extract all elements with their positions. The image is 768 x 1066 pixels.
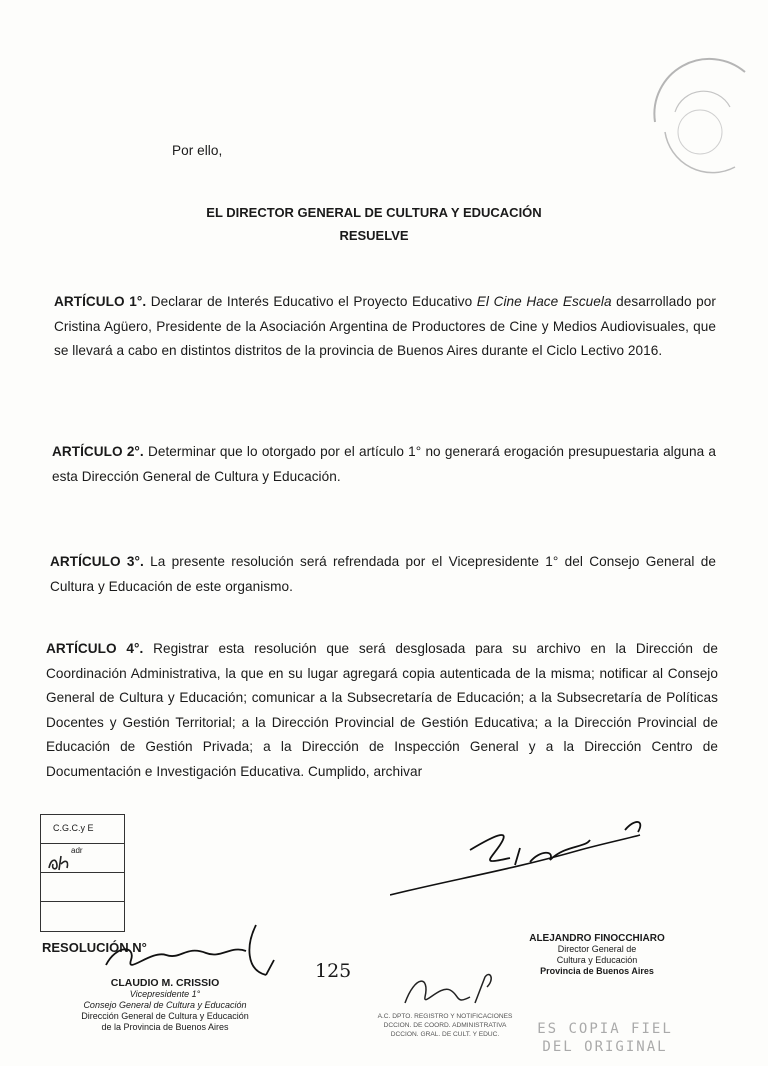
registry-stamp (360, 1012, 530, 1039)
resolution-label: RESOLUCIÓN N° (42, 940, 147, 955)
article-1 (54, 290, 716, 364)
signatory-right-body: Cultura y Educación (556, 955, 638, 965)
signatory-right-block (512, 933, 682, 977)
registry-signature-icon (395, 965, 515, 1015)
resolution-number: 125 (315, 960, 352, 982)
certified-copy-stamp (530, 1020, 680, 1056)
signatory-left-title: Vicepresidente 1° (129, 989, 201, 999)
article-3 (50, 550, 716, 599)
article-2-text: Determinar que lo otorgado por el artículo 1° no generará erogación presupuestaria alguna a esta Dirección General de Cultura y Educación. (52, 444, 716, 484)
registry-stamp-line-2: DCCION. DE COORD. ADMINISTRATIVA (383, 1022, 507, 1029)
official-seal-icon (635, 52, 755, 182)
stamp-row-1 (41, 815, 124, 844)
article-2-label: ARTÍCULO 2°. (52, 444, 144, 459)
stamp-row-2 (41, 844, 124, 873)
signatory-left-name: CLAUDIO M. CRISSIO (110, 977, 220, 989)
article-3-label: ARTÍCULO 3°. (50, 554, 144, 569)
stamp-row-2-text: adr (71, 846, 83, 855)
article-4 (46, 637, 718, 785)
article-1-text-before: Declarar de Interés Educativo el Proyecto Educativo (150, 294, 473, 309)
article-1-project-name: El Cine Hace Escuela (476, 294, 612, 309)
signatory-right-name: ALEJANDRO FINOCCHIARO (529, 933, 665, 944)
registry-stamp-line-1: A.C. DPTO. REGISTRO Y NOTIFICACIONES (377, 1013, 513, 1020)
director-signature-icon (390, 810, 670, 905)
signatory-left-body: Consejo General de Cultura y Educación (83, 1000, 247, 1010)
certified-copy-line-1: ES COPIA FIEL (537, 1021, 673, 1037)
article-4-label: ARTÍCULO 4°. (46, 641, 144, 656)
intro-text: Por ello, (172, 143, 223, 158)
article-2 (52, 440, 716, 489)
signatory-right-title: Director General de (557, 944, 637, 954)
stamp-row-1-text: C.G.C.y E (53, 823, 94, 833)
signatory-left-org: Dirección General de Cultura y Educación (81, 1011, 249, 1021)
signatory-left-block (60, 978, 270, 1033)
registry-stamp-line-3: DCCION. GRAL. DE CULT. Y EDUC. (390, 1031, 500, 1038)
article-1-text-after: desarrollado por Cristina Agüero, Presidente de la Asociación Argentina de Productores de Cine y Medios Audiovisuales, que se llevará a cabo en distintos distritos de la provincia de Buenos Aires durante el Ciclo Lectivo 2016. (54, 294, 716, 359)
issuer-heading: EL DIRECTOR GENERAL DE CULTURA Y EDUCACIÓN (206, 205, 542, 220)
initials-mark-icon (45, 852, 85, 874)
article-3-text: La presente resolución será refrendada por el Vicepresidente 1° del Consejo General de Cultura y Educación de este organismo. (50, 554, 716, 594)
article-1-label: ARTÍCULO 1°. (54, 294, 147, 309)
signatory-left-province: de la Provincia de Buenos Aires (101, 1022, 229, 1032)
article-4-text: Registrar esta resolución que será desglosada para su archivo en la Dirección de Coordinación Administrativa, la que en su lugar agregará copia autenticada de la misma; notificar al Consejo General de Cultura y Educación; comunicar a la Subsecretaría de Educación; a la Subsecretaría de Políticas Docentes y Gestión Territorial; a la Dirección Provincial de Gestión Educativa; a la Dirección Provincial de Educación de Gestión Privada; a la Dirección de Inspección General y a la Dirección Centro de Documentación e Investigación Educativa. Cumplido, archivar (46, 641, 718, 779)
resolve-heading: RESUELVE (339, 228, 409, 243)
certified-copy-line-2: DEL ORIGINAL (542, 1039, 668, 1055)
signatory-right-province: Provincia de Buenos Aires (540, 966, 654, 976)
